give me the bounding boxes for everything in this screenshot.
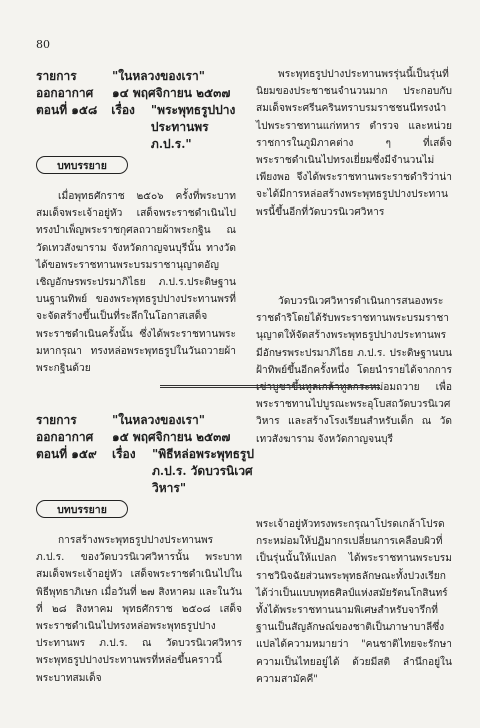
subject-title: "พิธีหล่อพระพุทธรูป ภ.ป.ร. วัดบวรนิเวศวิหาร" <box>152 447 254 495</box>
paragraph: เมื่อพุทธศักราช ๒๕๐๖ ครั้งที่พระบาทสมเด็จพระเจ้าอยู่หัว เสด็จพระราชดำเนินไปทรงบำเพ็ญพระราชกุศลถวายผ้าพระกฐิน ณ วัดเทวสังฆาราม จังหวัดกาญจนบุรีนั้น ทางวัดได้ขอพระราชทานพระบรมราชานุญาตอัญเชิญอักษรพระปรมาภิไธย ภ.ป.ร.ประดิษฐานบนฐานทิพย์ ของพระพุทธรูปปางประทานพรที่จะจัดสร้างขึ้นเป็นที่ระลึกในโอกาสเสด็จพระราชดำเนินครั้งนั้น ซึ่งได้พระราชทานพระมหากรุณา ทรงหล่อพระพุทธรูปในวันถวายผ้าพระกฐินด้วย <box>36 191 236 375</box>
entry-header <box>36 412 266 497</box>
entry-2-right-column <box>256 516 452 706</box>
broadcast-date: ๑๔ พฤศจิกายน ๒๕๓๗ <box>112 86 231 100</box>
editorial-badge: บทบรรยาย <box>36 156 128 174</box>
broadcast-label: ออกอากาศ <box>36 86 94 100</box>
entry-1-right-column-a <box>256 66 452 288</box>
subject-label: เรื่อง <box>112 447 136 461</box>
program-label: รายการ <box>36 69 77 83</box>
episode-label: ตอนที่ ๑๕๘ <box>36 103 98 117</box>
editorial-badge: บทบรรยาย <box>36 500 128 518</box>
episode-label: ตอนที่ ๑๕๙ <box>36 447 97 461</box>
program-title: "ในหลวงของเรา" <box>112 413 205 427</box>
broadcast-label: ออกอากาศ <box>36 430 94 444</box>
subject-label: เรื่อง <box>111 103 135 117</box>
paragraph: พระพุทธรูปปางประทานพรรุ่นนี้เป็นรุ่นที่นิยมของประชาชนจำนวนมาก ประกอบกับสมเด็จพระศรีนครินทราบรมราชชนนีทรงนำไปพระราชทานแก่ทหาร ตำรวจ และหน่วยราชการในภูมิภาคต่าง ๆ ที่เสด็จพระราชดำเนินไปทรงเยี่ยมซึ่งมีจำนวนไม่เพียงพอ จึงได้พระราชทานพระราชดำริว่าน่าจะได้มีการหล่อสร้างพระพุทธรูปปางประทานพรนี้ขึ้นอีกที่วัดบวรนิเวศวิหาร <box>256 69 452 218</box>
paragraph: วัดบวรนิเวศวิหารดำเนินการสนองพระราชดำริโดยได้รับพระราชทานพระบรมราชานุญาตให้จัดสร้างพระพุทธรูปปางประทานพรมีอักษรพระปรมาภิไธย ภ.ป.ร. ประดิษฐานบนฝ้าทิพย์ขึ้นอีกครั้งหนึ่ง โดยนำรายได้จากการเช่าบูชาขึ้นทูลเกล้าทูลกระหม่อมถวาย เพื่อพระราชทานไปบูรณะพระอุโบสถวัดบวรนิเวศวิหาร และสร้างโรงเรียนสำหรับเด็ก ณ วัดเทวสังฆาราม จังหวัดกาญจนบุรี <box>256 296 452 445</box>
paragraph: พระเจ้าอยู่หัวทรงพระกรุณาโปรดเกล้าโปรดกระหม่อมให้ปฏิมากรเปลี่ยนการเคลือบผิวที่เป็นรุ่นนั้นให้แปลก ได้พระราชทานพระบรมราชวินิจฉัยส่วนพระพุทธลักษณะทั้งปวงเรียกได้ว่าเป็นแบบพุทธศิลป์แห่งสมัยรัตนโกสินทร์ ทั้งได้พระราชทานนามพิเศษสำหรับจารึกที่ฐานเป็นสัญลักษณ์ของชาติเป็นภาษาบาลีซึ่งแปลได้ความหมายว่า "คนชาติไทยจะรักษาความเป็นไทยอยู่ได้ ด้วยมีสติ ลำนึกอยู่ในความสามัคคี" <box>256 519 452 685</box>
program-label: รายการ <box>36 413 77 427</box>
subject-title: "พระพุทธรูปปางประทานพร ภ.ป.ร." <box>150 103 236 151</box>
entry-1-right-column-b <box>256 293 452 445</box>
entry-1-left-column <box>36 188 236 380</box>
entry-2-left-column <box>36 532 242 707</box>
paragraph: การสร้างพระพุทธรูปปางประทานพร ภ.ป.ร. ของวัดบวรนิเวศวิหารนั้น พระบาทสมเด็จพระเจ้าอยู่หัว เสด็จพระราชดำเนินไปในพิธีพุทธาภิเษก เมื่อวันที่ ๒๗ สิงหาคม และในวันที่ ๒๘ สิงหาคม พุทธศักราช ๒๕๐๘ เสด็จพระราชดำเนินไปทรงหล่อพระพุทธรูปปางประทานพร ภ.ป.ร. ณ วัดบวรนิเวศวิหาร พระพุทธรูปปางประทานพรที่หล่อขึ้นคราวนี้พระบาทสมเด็จ <box>36 535 242 684</box>
entry-header <box>36 68 246 153</box>
page-number: 80 <box>36 38 50 51</box>
section-divider <box>160 385 380 388</box>
program-title: "ในหลวงของเรา" <box>112 69 205 83</box>
broadcast-date: ๑๕ พฤศจิกายน ๒๕๓๗ <box>112 430 231 444</box>
